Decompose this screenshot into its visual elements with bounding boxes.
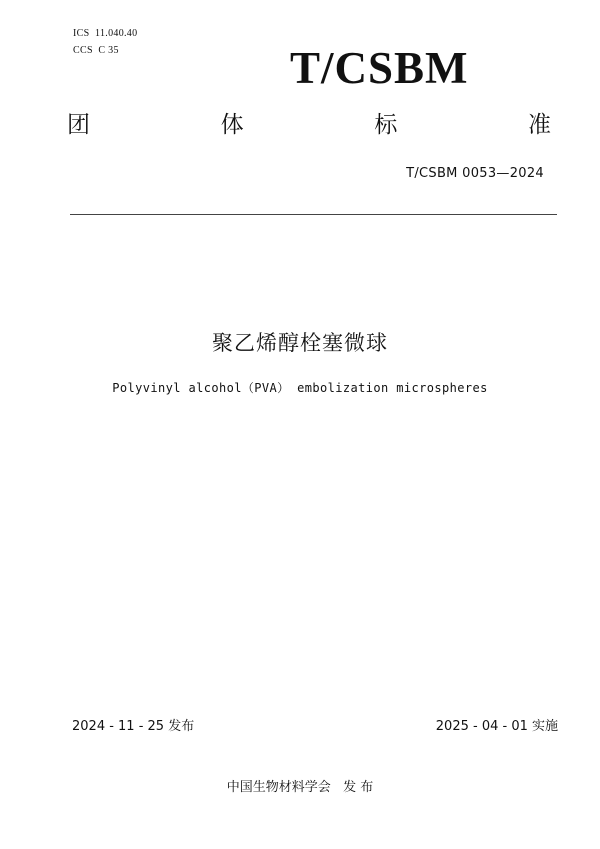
category-char-3: 标 <box>374 112 398 138</box>
document-title-chinese: 聚乙烯醇栓塞微球 <box>212 331 388 355</box>
document-title-english: Polyvinyl alcohol（PVA） embolization microspheres <box>112 381 488 395</box>
category-char-4: 准 <box>527 112 551 138</box>
issue-date: 2024 - 11 - 25 发布 <box>72 719 195 734</box>
category-char-1: 团 <box>67 112 90 138</box>
standard-category <box>67 114 551 137</box>
publisher: 中国生物材料学会 发 布 <box>226 780 374 795</box>
ccs-code: CCS C 35 <box>73 45 119 56</box>
implementation-date: 2025 - 04 - 01 实施 <box>435 719 558 734</box>
ics-code: ICS 11.040.40 <box>73 28 138 39</box>
category-char-2: 体 <box>220 112 244 138</box>
standard-number: T/CSBM 0053—2024 <box>406 166 544 181</box>
standard-logo: T/CSBM <box>290 43 469 93</box>
header-divider <box>70 214 557 215</box>
